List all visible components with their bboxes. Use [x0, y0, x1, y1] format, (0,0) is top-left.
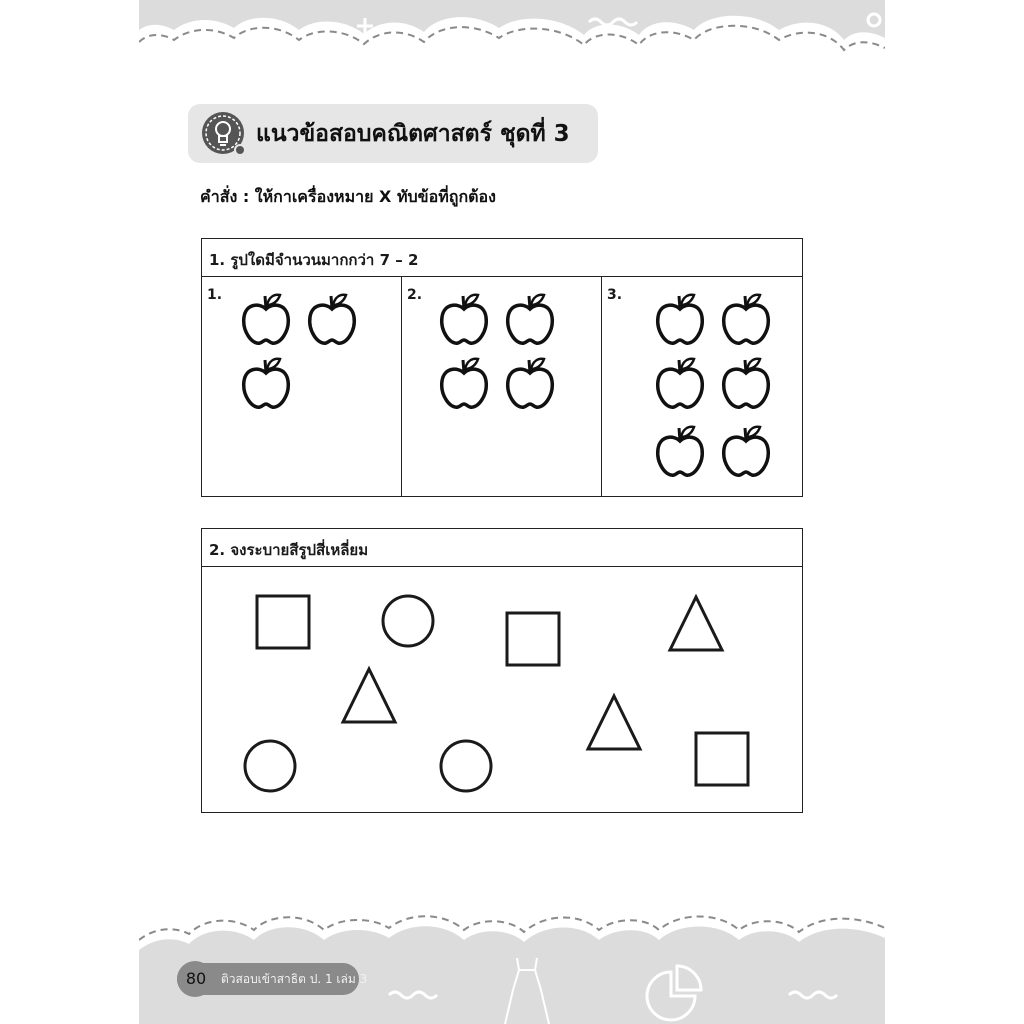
question-2-header	[202, 529, 802, 567]
choice-2[interactable]	[402, 277, 602, 496]
apple-icon	[306, 291, 358, 347]
question-1-text: 1. รูปใดมีจำนวนมากกว่า 7 – 2	[209, 251, 419, 269]
apple-icon	[720, 355, 772, 411]
apple-icon	[504, 291, 556, 347]
triangle-shape[interactable]	[588, 696, 640, 749]
circle-shape[interactable]	[245, 741, 295, 791]
title-banner	[188, 104, 598, 163]
apple-icon	[654, 355, 706, 411]
apple-icon	[438, 355, 490, 411]
apple-icon	[240, 355, 292, 411]
square-shape[interactable]	[257, 596, 309, 648]
choice-1[interactable]	[202, 277, 402, 496]
triangle-shape[interactable]	[670, 597, 722, 650]
shapes-area	[202, 567, 801, 811]
choice-1-label: 1.	[207, 287, 223, 303]
page-number: 80	[185, 969, 207, 988]
triangle-shape[interactable]	[343, 669, 395, 722]
apple-icon	[240, 291, 292, 347]
header-cloud-band	[139, 0, 885, 80]
worksheet-page	[139, 0, 885, 1024]
choice-3[interactable]	[602, 277, 801, 496]
square-shape[interactable]	[507, 613, 559, 665]
apple-icon	[654, 423, 706, 479]
circle-shape[interactable]	[441, 741, 491, 791]
circle-shape[interactable]	[383, 596, 433, 646]
question-1-header	[202, 239, 802, 277]
choice-2-label: 2.	[407, 287, 423, 303]
apple-icon	[720, 291, 772, 347]
book-title: ติวสอบเข้าสาธิต ป. 1 เล่ม 3	[221, 972, 368, 986]
apple-icon	[504, 355, 556, 411]
instruction-text: คำสั่ง : ให้กาเครื่องหมาย X ทับข้อที่ถูกต้อง	[200, 187, 496, 206]
lightbulb-icon	[200, 110, 246, 156]
square-shape[interactable]	[696, 733, 748, 785]
choice-3-label: 3.	[607, 287, 623, 303]
apple-icon	[720, 423, 772, 479]
footer	[139, 900, 885, 1024]
question-1-box	[201, 238, 803, 497]
apple-icon	[654, 291, 706, 347]
apple-icon	[438, 291, 490, 347]
worksheet-title: แนวข้อสอบคณิตศาสตร์ ชุดที่ 3	[256, 121, 570, 147]
question-2-text: 2. จงระบายสีรูปสี่เหลี่ยม	[209, 541, 369, 559]
question-2-box	[201, 528, 803, 813]
